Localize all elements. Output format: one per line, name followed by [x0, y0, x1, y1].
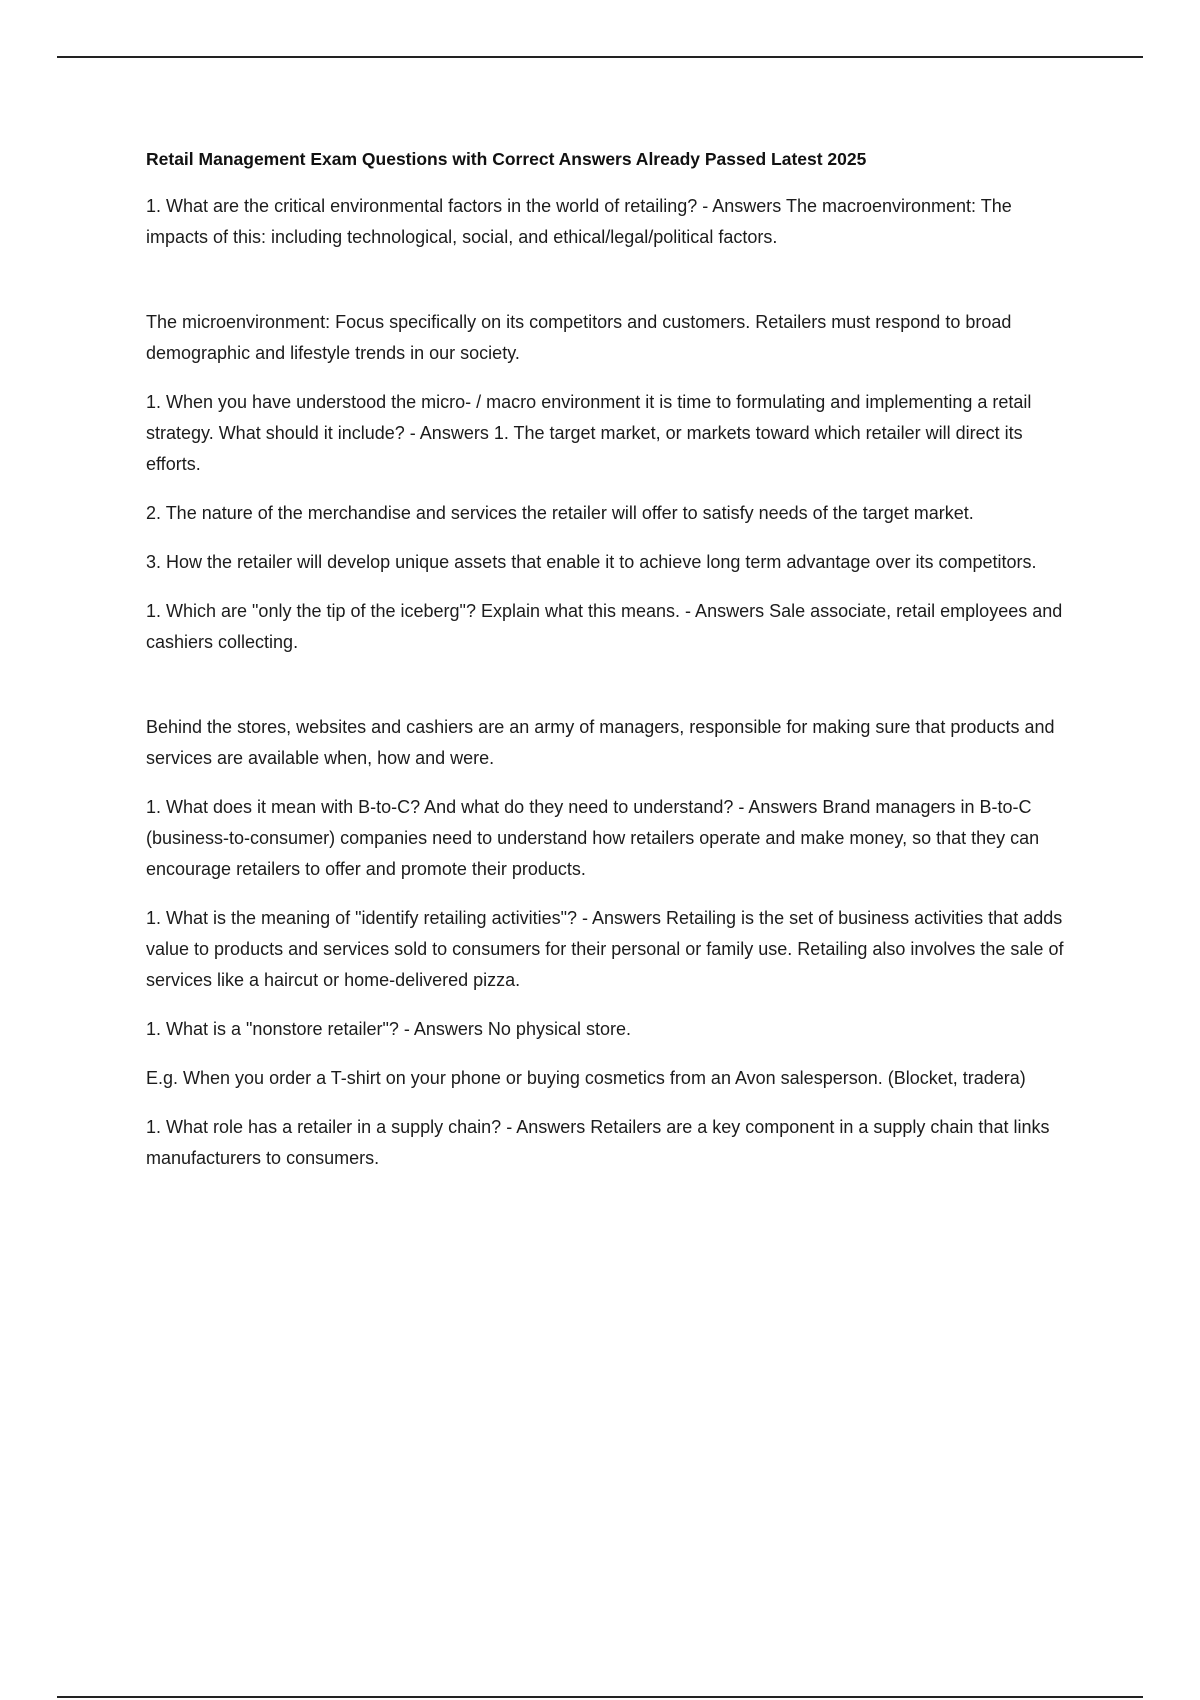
paragraph-tip-of-iceberg: 1. Which are "only the tip of the iceberg"? Explain what this means. - Answers Sale associate, retail employees and cashiers collecting. — [146, 601, 1063, 652]
paragraph-nonstore-example: E.g. When you order a T-shirt on your phone or buying cosmetics from an Avon salesperson. (Blocket, tradera) — [146, 1068, 1026, 1088]
paragraph-supply-chain: 1. What role has a retailer in a supply chain? - Answers Retailers are a key component in a supply chain that links manufacturers to consumers. — [146, 1117, 1050, 1168]
paragraph-nonstore-retailer: 1. What is a "nonstore retailer"? - Answers No physical store. — [146, 1019, 631, 1039]
header-rule — [57, 56, 1143, 58]
paragraph-critical-factors: 1. What are the critical environmental factors in the world of retailing? - Answers The macroenvironment: The impacts of this: including technological, social, and ethical/legal/political factors. — [146, 196, 1012, 247]
document-title: Retail Management Exam Questions with Correct Answers Already Passed Latest 2025 — [146, 149, 867, 169]
paragraph-army-of-managers: Behind the stores, websites and cashiers are an army of managers, responsible for making sure that products and services are available when, how and were. — [146, 717, 1055, 768]
document-body — [146, 145, 1076, 1192]
footer-rule — [57, 1696, 1143, 1698]
paragraph-retail-strategy: 1. When you have understood the micro- / macro environment it is time to formulating and implementing a retail strategy. What should it include? - Answers 1. The target market, or markets toward which retailer will direct its efforts. — [146, 392, 1032, 474]
paragraph-unique-assets: 3. How the retailer will develop unique assets that enable it to achieve long term advantage over its competitors. — [146, 552, 1037, 572]
paragraph-microenvironment: The microenvironment: Focus specifically on its competitors and customers. Retailers must respond to broad demographic and lifestyle trends in our society. — [146, 312, 1012, 363]
paragraph-b-to-c: 1. What does it mean with B-to-C? And what do they need to understand? - Answers Brand managers in B-to-C (business-to-consumer) companies need to understand how retailers operate and make money, so that they can encourage retailers to offer and promote their products. — [146, 797, 1040, 879]
paragraph-retailing-activities: 1. What is the meaning of "identify retailing activities"? - Answers Retailing is the set of business activities that adds value to products and services sold to consumers for their personal or family use. Retailing also involves the sale of services like a haircut or home-delivered pizza. — [146, 908, 1064, 990]
paragraph-merchandise-nature: 2. The nature of the merchandise and services the retailer will offer to satisfy needs of the target market. — [146, 503, 974, 523]
